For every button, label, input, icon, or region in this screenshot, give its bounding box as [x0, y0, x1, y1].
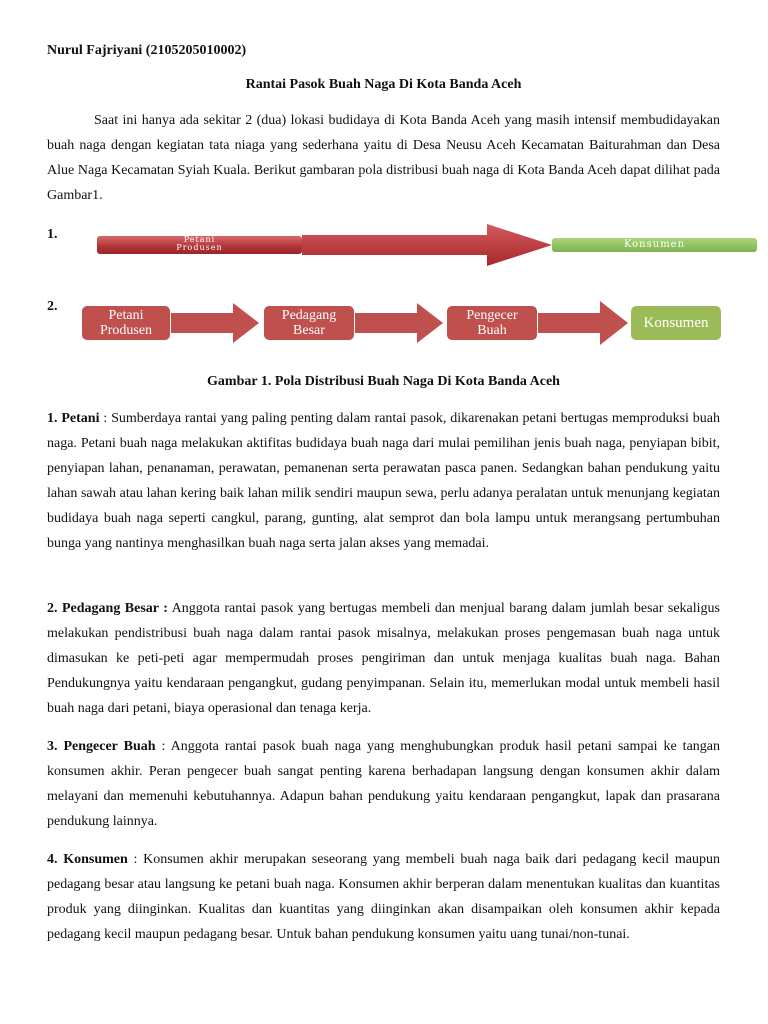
arrow-right-icon	[538, 298, 630, 348]
section-separator: :	[127, 852, 144, 867]
section-heading: 3. Pengecer Buah	[47, 739, 156, 754]
section-text: Anggota rantai pasok yang bertugas membeli dan menjual barang dalam jumlah besar sekaligus melakukan pendistribusi buah naga dalam rantai pasok misalnya, melakukan proses pengemasan buah naga untuk dimasukan ke peti-peti agar mempermudah proses pengiriman dan untuk menjaga kualitas buah naga. Bahan Pendukungnya yaitu kendaraan pengangkut, gudang penyimpanan. Selain itu, memerlukan modal untuk membeli hasil buah naga dari petani, biaya operasional dan tenaga kerja.	[47, 601, 720, 716]
section-pedagang-besar	[47, 596, 720, 721]
figure-caption: Gambar 1. Pola Distribusi Buah Naga Di Kota Banda Aceh	[207, 374, 560, 389]
section-heading: 1. Petani	[47, 411, 100, 426]
distribution-diagram-1	[97, 224, 762, 268]
box-pengecer-buah: Pengecer Buah	[447, 306, 537, 340]
box-petani-produsen: Petani Produsen	[82, 306, 170, 340]
section-heading: 2. Pedagang Besar :	[47, 601, 168, 616]
section-heading: 4. Konsumen	[47, 852, 128, 867]
arrow-right-icon	[171, 298, 261, 348]
arrow-right-icon	[355, 298, 445, 348]
section-petani	[47, 406, 720, 556]
konsumen-bar: Konsumen	[552, 238, 757, 252]
diagram-2-number: 2.	[47, 299, 58, 314]
distribution-diagram-2	[82, 298, 768, 348]
section-pengecer-buah	[47, 734, 720, 834]
document-title: Rantai Pasok Buah Naga Di Kota Banda Aceh	[245, 77, 522, 92]
section-text: Konsumen akhir merupakan seseorang yang membeli buah naga baik dari pedagang kecil maupun pedagang besar atau langsung ke petani buah naga. Konsumen akhir berperan dalam menentukan kualitas dan kuantitas produk yang diinginkan. Kualitas dan kuantitas yang diinginkan akan disampaikan oleh konsumen akhir kepada pedagang kecil maupun pedagang besar. Untuk bahan pendukung konsumen yaitu uang tunai/non-tunai.	[47, 852, 720, 942]
section-text: Sumberdaya rantai yang paling penting dalam rantai pasok, dikarenakan petani bertugas memproduksi buah naga. Petani buah naga melakukan aktifitas budidaya buah naga dari mulai pemilihan jenis buah naga, penyiapan bibit, penyiapan lahan, penanaman, perawatan, pemanenan serta perawatan pasca panen. Sedangkan bahan pendukung yaitu lahan sawah atau lahan kering baik lahan milik sendiri maupun sewa, perlu adanya peralatan untuk menunjang kegiatan budidaya buah naga seperti cangkul, parang, gunting, alat semprot dan bola lampu untuk merangsang pertumbuhan bunga yang nantinya menghasilkan buah naga serta jalan akses yang memadai.	[47, 411, 720, 551]
box-pedagang-besar: Pedagang Besar	[264, 306, 354, 340]
arrow-right-icon	[302, 224, 552, 268]
petani-produsen-label: Petani Produsen	[176, 235, 223, 252]
section-text: Anggota rantai pasok buah naga yang menghubungkan produk hasil petani sampai ke tangan konsumen akhir. Peran pengecer buah sangat penting karena berhadapan langsung dengan konsumen akhir dalam melayani dan memenuhi kebutuhannya. Adapun bahan pendukung yaitu kendaraan pengangkut, lapak dan prasarana pendukung lainnya.	[47, 739, 720, 829]
diagram-1-number: 1.	[47, 227, 58, 242]
section-konsumen	[47, 847, 720, 947]
section-separator: :	[155, 739, 171, 754]
box-konsumen: Konsumen	[631, 306, 721, 340]
intro-paragraph: Saat ini hanya ada sekitar 2 (dua) lokasi budidaya di Kota Banda Aceh yang masih intensif membudidayakan buah naga dengan kegiatan tata niaga yang sederhana yaitu di Desa Neusu Aceh Kecamatan Baiturahman dan Desa Alue Naga Kecamatan Syiah Kuala. Berikut gambaran pola distribusi buah naga di Kota Banda Aceh dapat dilihat pada Gambar1.	[47, 113, 720, 203]
section-separator: :	[99, 411, 112, 426]
author-line: Nurul Fajriyani (2105205010002)	[47, 43, 247, 58]
